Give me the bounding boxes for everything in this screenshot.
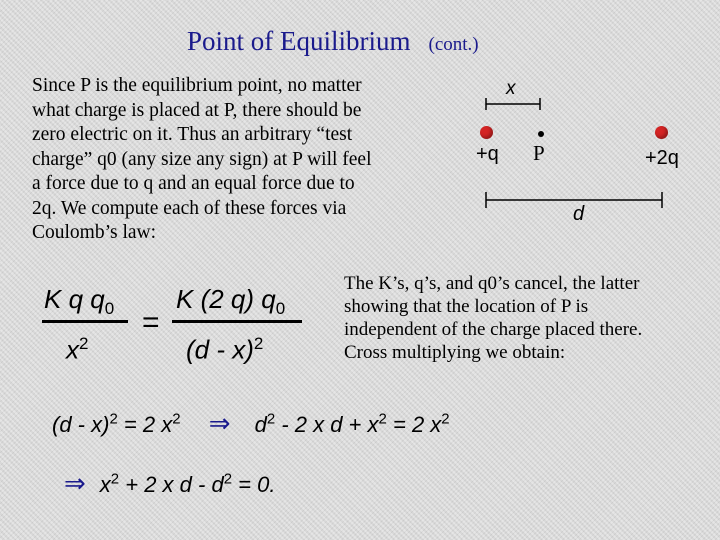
right-charge-label: +2q (645, 147, 679, 169)
intro-line: a force due to q and an equal force due to (32, 173, 355, 194)
right-charge-dot (655, 126, 668, 139)
title-suffix: (cont.) (428, 34, 479, 55)
eq1-right-fraction-bar (172, 320, 302, 323)
intro-line: 2q. We compute each of these forces via (32, 197, 347, 219)
eq1-right-numerator: K (2 q) $q_0$ (176, 284, 286, 319)
intro-line: what charge is placed at P, there should be (32, 99, 362, 121)
intro-paragraph (32, 74, 422, 246)
point-p-dot (538, 131, 544, 137)
x-distance-bracket (484, 96, 544, 112)
explanation-line: Cross multiplying we obtain: (344, 342, 566, 363)
eq1-right-denominator: (d - x)$^2$ (186, 334, 264, 365)
explanation-line: The K’s, q’s, and q0’s cancel, the latter (344, 273, 640, 294)
eq1-left-denominator: $x^2$ (66, 334, 89, 365)
explanation-line: showing that the location of P is (344, 296, 589, 317)
eq1-equals: = (142, 306, 160, 339)
explanation-line: independent of the charge placed there. (344, 319, 643, 340)
equation-3: ⇒ $x^2 + 2$ x $d - d^2 = 0$. (64, 468, 276, 498)
slide-title (187, 26, 479, 57)
intro-line: Coulomb’s law: (32, 222, 157, 243)
intro-line: charge” q0 (any size any sign) at P will feel (32, 148, 372, 170)
title-text: Point of Equilibrium (187, 26, 411, 56)
implies-arrow-icon: ⇒ (64, 468, 86, 498)
eq1-left-numerator: K q $q_0$ (44, 284, 115, 319)
d-distance-label: d (573, 203, 585, 225)
intro-line: zero electric on it. Thus an arbitrary “test (32, 124, 353, 145)
equation-2: (d - x)$^2$ = 2 $x^2$ ⇒ $d^2 - 2$ x $d + x^2 = 2$ $x^2$ (52, 408, 450, 438)
point-p-label: P (533, 141, 545, 165)
x-distance-label: x (506, 78, 516, 99)
left-charge-label: +q (476, 143, 499, 165)
implies-arrow-icon: ⇒ (208, 408, 231, 438)
intro-line: Since P is the equilibrium point, no matter (32, 75, 362, 96)
eq1-left-fraction-bar (42, 320, 128, 323)
explanation-paragraph (344, 272, 694, 364)
left-charge-dot (480, 126, 493, 139)
